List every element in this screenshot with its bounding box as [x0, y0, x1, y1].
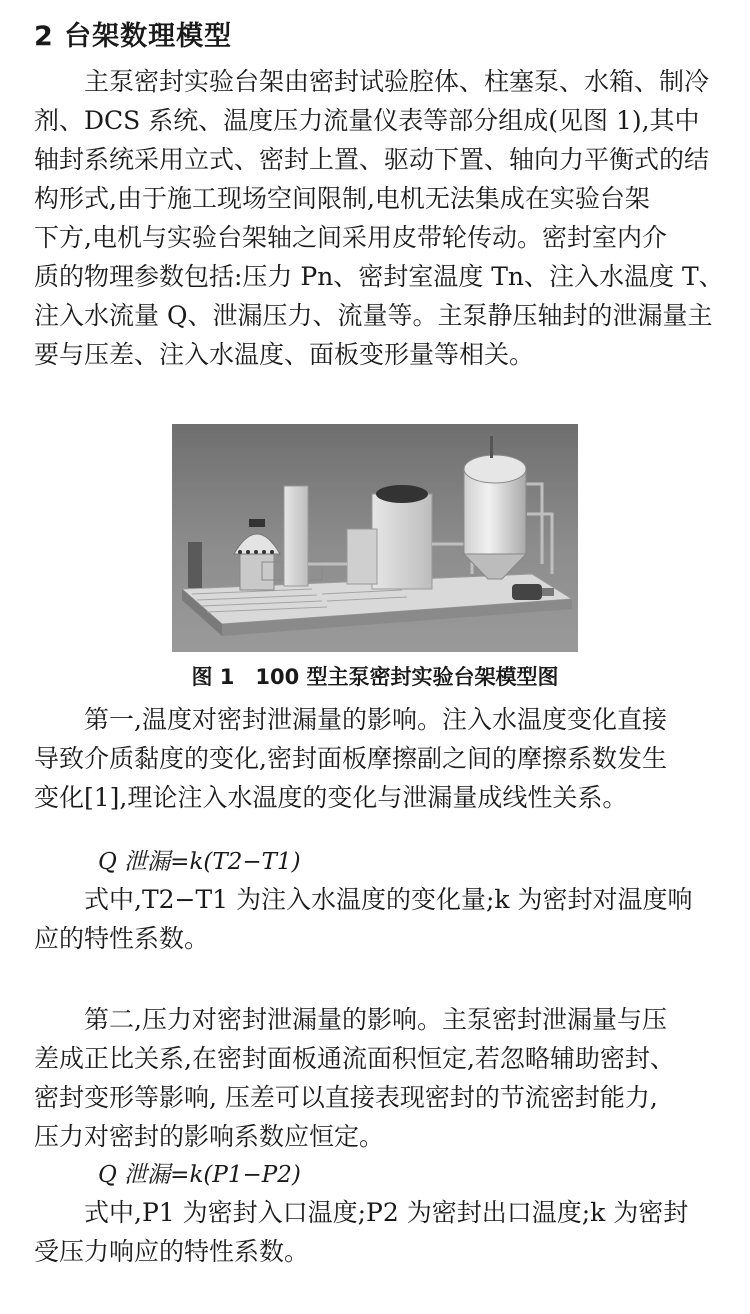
intro-line: 剂、DCS 系统、温度压力流量仪表等部分组成(见图 1),其中	[34, 106, 700, 135]
intro-line: 主泵密封实验台架由密封试验腔体、柱塞泵、水箱、制冷	[84, 67, 710, 96]
pressure-explain-line: 式中,P1 为密封入口温度;P2 为密封出口温度;k 为密封	[84, 1198, 689, 1227]
intro-paragraph	[34, 62, 722, 374]
temperature-line: 第一,温度对密封泄漏量的影响。注入水温度变化直接	[84, 705, 667, 734]
pressure-line: 差成正比关系,在密封面板通流面积恒定,若忽略辅助密封、	[34, 1044, 675, 1073]
temperature-explain-line: 式中,T2−T1 为注入水温度的变化量;k 为密封对温度响	[84, 885, 693, 914]
pressure-line: 第二,压力对密封泄漏量的影响。主泵密封泄漏量与压	[84, 1005, 667, 1034]
temperature-line: 导致介质黏度的变化,密封面板摩擦副之间的摩擦系数发生	[34, 744, 667, 773]
pressure-paragraph	[34, 1000, 722, 1156]
pressure-formula: Q 泄漏=k(P1−P2)	[98, 1162, 301, 1188]
temperature-paragraph	[34, 700, 722, 817]
temperature-formula: Q 泄漏=k(T2−T1)	[98, 849, 301, 875]
test-rig-model-image	[172, 424, 578, 652]
figure-caption: 图 1 100 型主泵密封实验台架模型图	[191, 665, 559, 689]
temperature-line: 变化[1],理论注入水温度的变化与泄漏量成线性关系。	[34, 783, 628, 812]
temperature-explanation	[34, 880, 722, 958]
intro-line: 构形式,由于施工现场空间限制,电机无法集成在实验台架	[34, 184, 650, 213]
intro-line: 质的物理参数包括:压力 Pn、密封室温度 Tn、注入水温度 T、	[34, 262, 724, 291]
intro-line: 下方,电机与实验台架轴之间采用皮带轮传动。密封室内介	[34, 223, 667, 252]
pressure-line: 压力对密封的影响系数应恒定。	[34, 1122, 385, 1151]
pressure-line: 密封变形等影响, 压差可以直接表现密封的节流密封能力,	[34, 1083, 658, 1112]
intro-line: 注入水流量 Q、泄漏压力、流量等。主泵静压轴封的泄漏量主	[34, 301, 713, 330]
temperature-explain-line: 应的特性系数。	[34, 924, 210, 953]
pressure-explain-line: 受压力响应的特性系数。	[34, 1237, 310, 1266]
intro-line: 要与压差、注入水温度、面板变形量等相关。	[34, 340, 535, 369]
pressure-explanation	[34, 1193, 722, 1271]
section-heading: 2 台架数理模型	[34, 21, 233, 52]
intro-line: 轴封系统采用立式、密封上置、驱动下置、轴向力平衡式的结	[34, 145, 710, 174]
